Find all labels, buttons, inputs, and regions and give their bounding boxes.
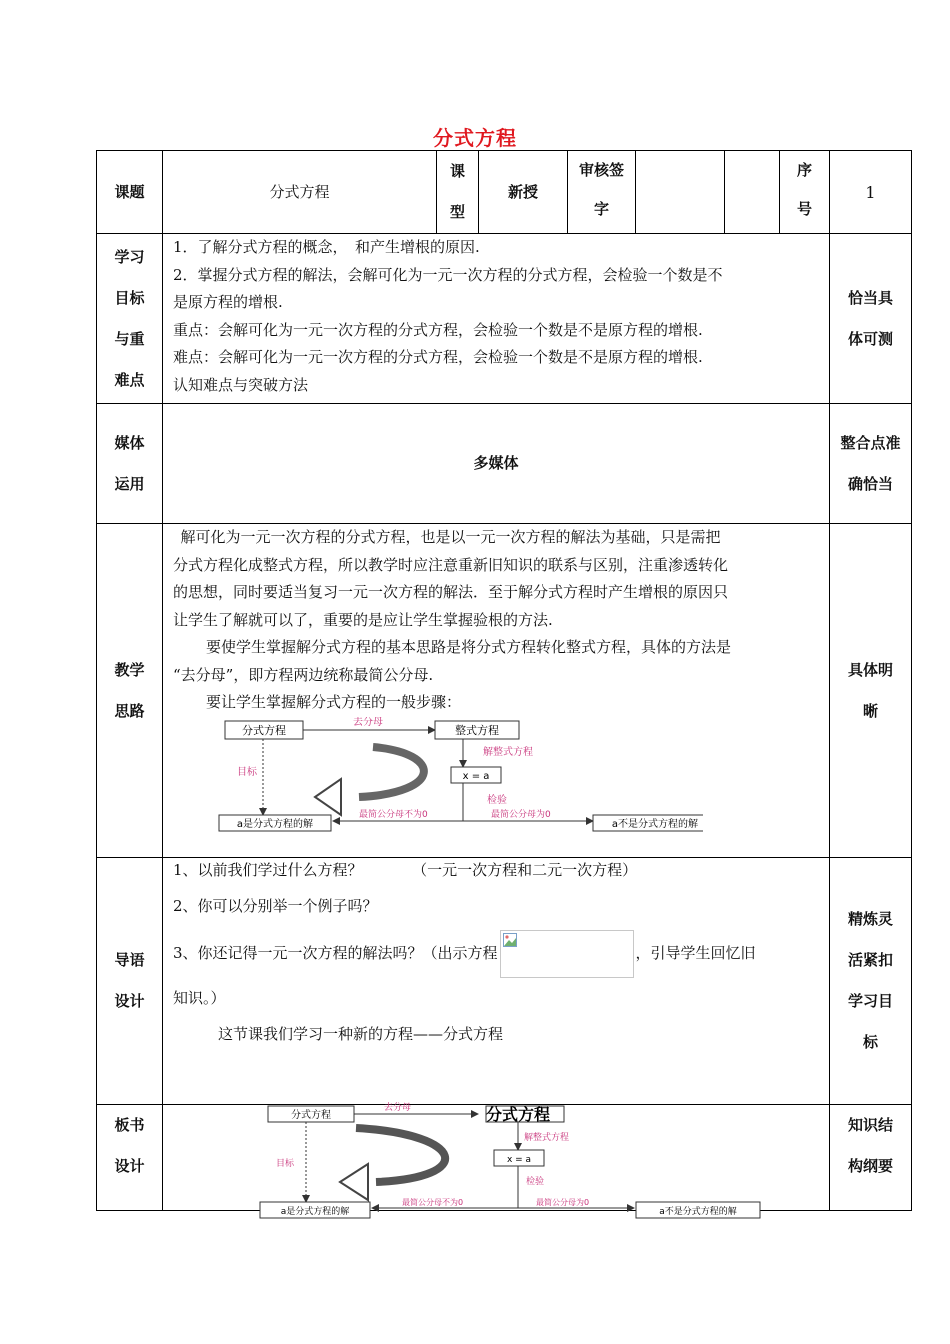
fc-integral-text: 整式方程 xyxy=(455,723,499,737)
thinking-p1-3: 的思想，同时要适当复习一元一次方程的解法．至于解分式方程时产生增根的原因只 xyxy=(173,583,729,601)
topic-label: 课题 xyxy=(97,151,163,234)
fc-solve-label: 解整式方程 xyxy=(483,746,533,758)
bfc-zero-label: 最简公分母为0 xyxy=(536,1198,590,1207)
goals-content xyxy=(163,234,830,404)
bfc-solution-text: a是分式方程的解 xyxy=(280,1207,350,1217)
seq-value: 1 xyxy=(830,151,912,234)
bfc-fraction-text: 分式方程 xyxy=(291,1110,331,1121)
bfc-solve-label: 解整式方程 xyxy=(524,1133,570,1143)
guide-q3-before: 3、你还记得一元一次方程的解法吗？（出示方程 xyxy=(173,944,498,962)
goals-row xyxy=(97,234,912,404)
guide-q1-answer: （一元一次方程和二元一次方程） xyxy=(412,861,638,879)
goals-label: 学习目标与重难点 xyxy=(97,234,163,404)
fc-fraction-text: 分式方程 xyxy=(242,723,286,737)
guide-q3-end: 知识。） xyxy=(173,989,226,1007)
fc-denominator-label: 去分母 xyxy=(353,716,383,728)
fc-not-solution-text: a不是分式方程的解 xyxy=(611,818,699,830)
header-row xyxy=(97,151,912,234)
bfc-curved-arrow xyxy=(356,1128,445,1182)
equation-image-placeholder xyxy=(500,930,634,978)
bfc-x-text: x = a xyxy=(506,1155,532,1165)
board-label: 板书设计 xyxy=(97,1105,163,1211)
guide-content xyxy=(163,858,830,1105)
thinking-label: 教学思路 xyxy=(97,524,163,858)
thinking-p2-1: 要使学生掌握解分式方程的基本思路是将分式方程转化整式方程，具体的方法是 xyxy=(206,638,732,656)
thinking-p3: 要让学生掌握解分式方程的一般步骤： xyxy=(206,693,462,711)
guide-q2: 2、你可以分别举一个例子吗？ xyxy=(173,897,378,915)
thinking-p1-4: 让学生了解就可以了，重要的是应让学生掌握验根的方法. xyxy=(173,610,553,629)
seq-label: 序号 xyxy=(780,151,830,234)
bfc-not-solution-text: a不是分式方程的解 xyxy=(659,1207,737,1217)
bfc-goal-label: 目标 xyxy=(276,1159,295,1169)
media-row xyxy=(97,404,912,524)
thinking-p2-2: “去分母”，即方程两边统称最简公分母. xyxy=(173,665,434,684)
goals-line-2: 2．掌握分式方程的解法，会解可化为一元一次方程的分式方程，会检验一个数是不 xyxy=(173,265,723,284)
board-note: 知识结构纲要 xyxy=(830,1105,912,1211)
guide-q3-after: ，引导学生回忆旧 xyxy=(635,944,756,962)
guide-q1: 1、以前我们学过什么方程？ xyxy=(173,861,363,879)
fc-x-text: x = a xyxy=(462,770,490,782)
guide-label: 导语设计 xyxy=(97,858,163,1105)
media-value: 多媒体 xyxy=(163,404,830,524)
fc-curved-arrow xyxy=(359,747,424,797)
fc-check-label: 检验 xyxy=(487,794,507,806)
document-title: 分式方程 xyxy=(433,126,517,150)
media-label: 媒体运用 xyxy=(97,404,163,524)
goals-line-1: 1．了解分式方程的概念， 和产生增根的原因. xyxy=(173,238,480,256)
topic-value: 分式方程 xyxy=(163,151,437,234)
thinking-row xyxy=(97,524,912,858)
review-value xyxy=(636,151,725,234)
bfc-nonzero-label: 最简公分母不为0 xyxy=(402,1198,464,1207)
bfc-check-label: 检验 xyxy=(526,1177,545,1187)
lesson-plan-table xyxy=(96,150,912,1211)
media-note: 整合点准确恰当 xyxy=(830,404,912,524)
goals-line-4: 重点：会解可化为一元一次方程的分式方程，会检验一个数是不是原方程的增根. xyxy=(173,320,703,339)
guide-intro: 这节课我们学习一种新的方程——分式方程 xyxy=(218,1025,504,1043)
goals-line-6: 认知难点与突破方法 xyxy=(173,375,309,394)
guide-row xyxy=(97,858,912,1105)
type-value: 新授 xyxy=(479,151,568,234)
fc-goal-label: 目标 xyxy=(237,766,257,778)
board-title: 分式方程 xyxy=(486,1105,551,1124)
goals-line-3: 是原方程的增根. xyxy=(173,293,283,311)
thinking-content xyxy=(163,524,830,858)
type-label: 课型 xyxy=(437,151,479,234)
board-flowchart xyxy=(256,1098,776,1222)
thinking-p1-2: 分式方程化成整式方程，所以教学时应注意重新旧知识的联系与区别，注重渗透转化 xyxy=(173,555,729,574)
review-label: 审核签字 xyxy=(568,151,636,234)
goals-note: 恰当具体可测 xyxy=(830,234,912,404)
fc-zero-label: 最简公分母为0 xyxy=(491,809,551,820)
broken-image-icon xyxy=(503,933,517,947)
bfc-denominator-label: 去分母 xyxy=(384,1103,412,1113)
solving-steps-flowchart xyxy=(173,717,703,842)
spacer-cell xyxy=(725,151,780,234)
thinking-note: 具体明晰 xyxy=(830,524,912,858)
goals-line-5: 难点：会解可化为一元一次方程的分式方程，会检验一个数是不是原方程的增根. xyxy=(173,348,703,366)
guide-note: 精炼灵活紧扣学习目标 xyxy=(830,858,912,1105)
thinking-p1-1: 解可化为一元一次方程的分式方程，也是以一元一次方程的解法为基础，只是需把 xyxy=(180,528,721,546)
fc-solution-text: a是分式方程的解 xyxy=(236,818,314,830)
fc-nonzero-label: 最简公分母不为0 xyxy=(359,809,428,820)
